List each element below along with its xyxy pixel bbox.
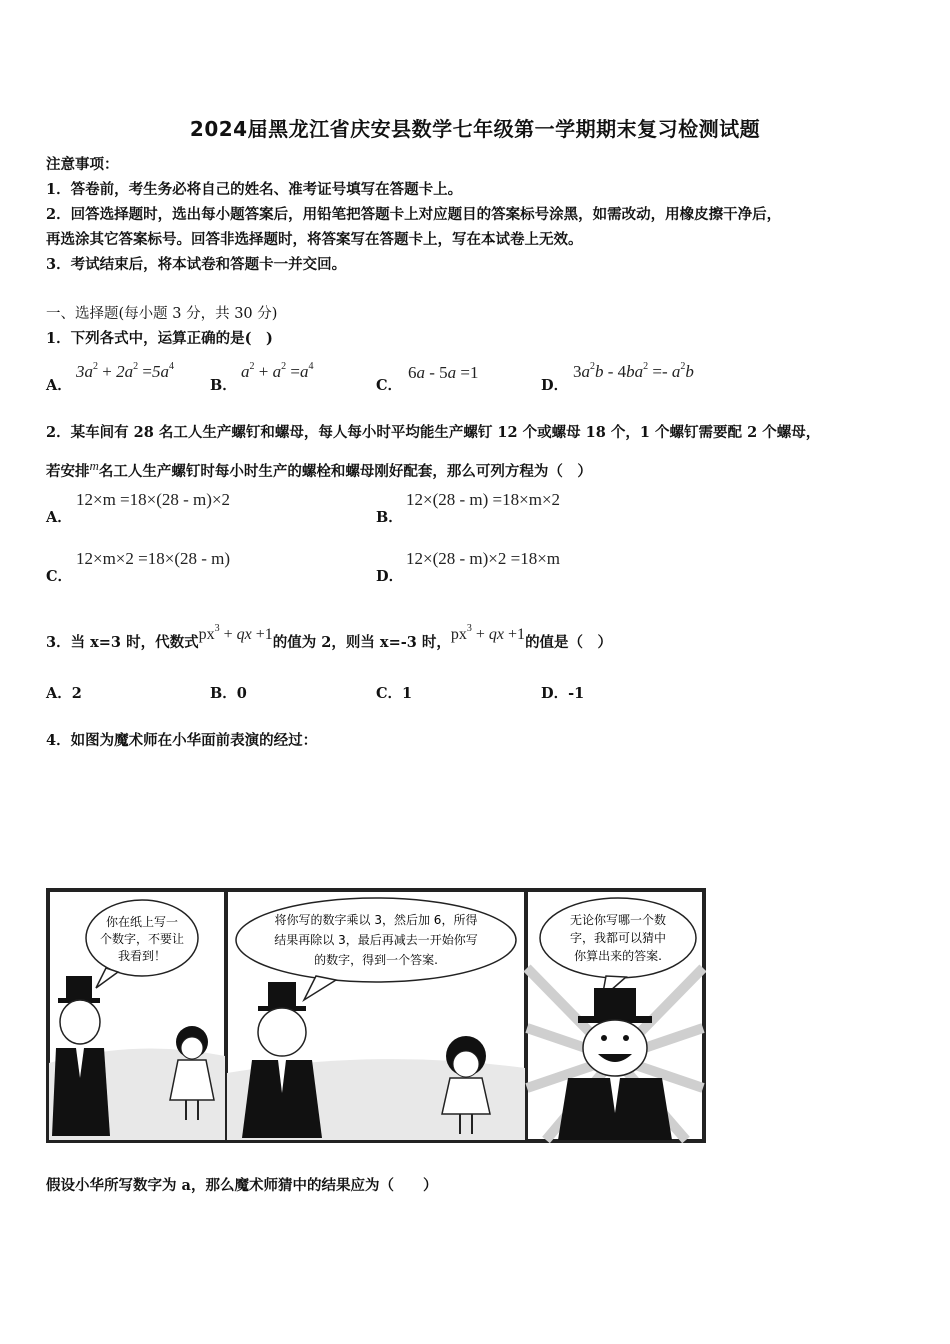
q2-option-c-formula: 12×m×2 =18×(28 - m) [76,549,231,568]
notice-line-1: 1．答卷前，考生务必将自己的姓名、准考证号填写在答题卡上。 [46,181,463,198]
q1-option-a-label: A． [46,377,72,394]
bubble-2-line-2: 结果再除以 3，最后再减去一开始你写 [274,933,478,947]
question-4-followup: 假设小华所写数字为 a，那么魔术师猜中的结果应为（ ） [46,1177,438,1194]
q1-option-b-label: B． [210,377,237,394]
q3-expression-1: $px^3$ + qx +1 [198,623,273,643]
q2-option-b-formula: 12×(28 - m) =18×m×2 [406,490,561,509]
q1-option-d-formula: $3a^2b - 4ba^2 =- a^2b$ [573,361,694,381]
q2-option-d-formula: 12×(28 - m)×2 =18×m [406,549,561,568]
q3-expression-2: $px^3$ + qx +1 [450,623,526,643]
question-3-stem [46,623,612,652]
q2-option-a-formula: 12×m =18×(28 - m)×2 [76,490,231,509]
question-2-stem-line1: 2．某车间有 28 名工人生产螺钉和螺母，每人每小时平均能生产螺钉 12 个或螺母 18 个，1 个螺钉需要配 2 个螺母， [46,424,821,441]
q3-stem-part-a: 3．当 x=3 时，代数式 [46,634,199,651]
q1-option-b-formula: $a^2 + a^2 =a^4$ [241,361,314,381]
q3-stem-part-c: 的值是（ ） [525,634,613,651]
q1-option-d-label: D． [541,377,569,394]
bubble-1-line-2: 个数字，不要让 [99,932,185,946]
question-2-stem-line2 [46,458,592,481]
notice-heading: 注意事项： [46,156,119,173]
q3-stem-part-b: 的值为 2，则当 x=-3 时， [272,634,451,651]
q1-option-c-formula: 6a - 5a =1 [408,363,479,382]
q2-option-b-label: B． [376,509,403,526]
bubble-3-line-1: 无论你写哪一个数 [569,913,667,927]
question-1-stem: 1．下列各式中，运算正确的是( ) [46,330,273,347]
comic-panel-3 [527,891,703,1140]
notice-line-2a: 2．回答选择题时，选出每小题答案后，用铅笔把答题卡上对应题目的答案标号涂黑，如需改动，用橡皮擦干净后， [46,206,782,223]
q2-stem-var: m [89,458,99,473]
q2-option-d-label: D． [376,568,404,585]
q2-stem-part-b: 名工人生产螺钉时每小时生产的螺栓和螺母刚好配套，那么可列方程为（ ） [98,463,592,480]
q3-option-a: A．2 [46,685,82,702]
question-4-stem: 4．如图为魔术师在小华面前表演的经过： [46,732,318,749]
section-heading: 一、选择题(每小题 3 分，共 30 分) [46,306,278,322]
q2-stem-part-a: 若安排 [46,463,90,480]
bubble-3-line-3: 你算出来的答案. [574,949,662,963]
q2-option-c-label: C． [46,568,73,585]
bubble-1-line-3: 我看到！ [117,949,167,963]
notice-line-3: 3．考试结束后，将本试卷和答题卡一并交回。 [46,256,347,273]
notice-line-2b: 再选涂其它答案标号。回答非选择题时，将答案写在答题卡上，写在本试卷上无效。 [46,231,583,248]
q3-option-d: D．-1 [541,685,585,702]
bubble-2-line-1: 将你写的数字乘以 3，然后加 6，所得 [274,913,478,927]
page-title: 2024届黑龙江省庆安县数学七年级第一学期期末复习检测试题 [189,117,761,141]
comic-panel-2 [227,891,525,1140]
q2-option-a-label: A． [46,509,72,526]
q3-option-b: B．0 [210,685,247,702]
bubble-2-line-3: 的数字，得到一个答案. [314,953,438,967]
magician-comic-strip [46,888,706,1143]
q1-option-a-formula: $3a^2 + 2a^2 =5a^4$ [76,361,174,381]
q3-option-c: C．1 [376,685,413,702]
bubble-1-line-1: 你在纸上写一 [105,915,179,929]
comic-panel-1 [49,891,225,1140]
q1-option-c-label: C． [376,377,403,394]
bubble-3-line-2: 字，我都可以猜中 [569,931,667,945]
